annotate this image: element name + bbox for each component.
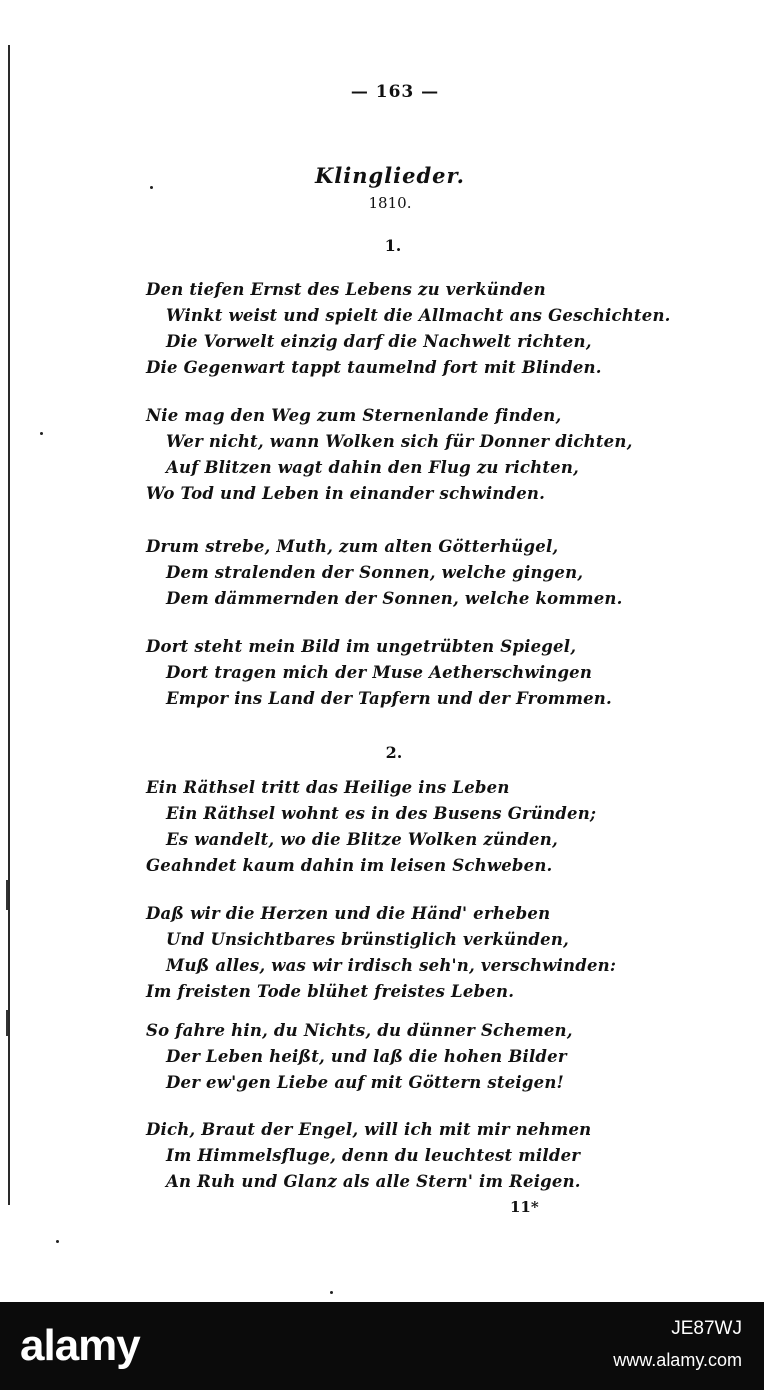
verse-line: Nie mag den Weg zum Sternenlande finden,	[146, 406, 562, 425]
stanza	[146, 901, 626, 1005]
stanza	[146, 403, 633, 507]
verse-line: So fahre hin, du Nichts, du dünner Schemen,	[146, 1021, 573, 1040]
print-speck	[150, 186, 153, 189]
verse-line: Die Gegenwart tappt taumelnd fort mit Blinden.	[146, 358, 602, 377]
verse-line: Dich, Braut der Engel, will ich mit mir nehmen	[146, 1120, 592, 1139]
verse-line: Dem stralenden der Sonnen, welche gingen,	[166, 563, 584, 582]
verse-line: Und Unsichtbares brünstiglich verkünden,	[166, 930, 569, 949]
print-speck	[330, 1291, 333, 1294]
alamy-logo: alamy	[20, 1321, 140, 1370]
verse-line: Im Himmelsfluge, denn du leuchtest milder	[166, 1146, 581, 1165]
verse-line: Der Leben heißt, und laß die hohen Bilder	[166, 1047, 567, 1066]
poem-cycle-title: Klinglieder.	[315, 163, 465, 188]
verse-line: Empor ins Land der Tapfern und der Frommen.	[166, 689, 612, 708]
sonnet-number: 1.	[384, 236, 402, 255]
verse-line: Ein Räthsel wohnt es in des Busens Gründen;	[166, 804, 597, 823]
verse-line: Die Vorwelt einzig darf die Nachwelt richten,	[166, 332, 592, 351]
page-number: — 163 —	[350, 82, 440, 102]
poem-year: 1810.	[368, 194, 412, 212]
stanza	[146, 1117, 626, 1195]
verse-line: Daß wir die Herzen und die Händ' erheben	[146, 904, 551, 923]
verse-line: Im freisten Tode blühet freistes Leben.	[146, 982, 515, 1001]
watermark-url: www.alamy.com	[613, 1350, 742, 1370]
print-speck	[40, 432, 43, 435]
page-edge-mark	[6, 1010, 8, 1036]
verse-line: Geahndet kaum dahin im leisen Schweben.	[146, 856, 553, 875]
verse-line: Muß alles, was wir irdisch seh'n, verschwinden:	[166, 956, 617, 975]
verse-line: Ein Räthsel tritt das Heilige ins Leben	[146, 778, 510, 797]
verse-line: Den tiefen Ernst des Lebens zu verkünden	[146, 280, 546, 299]
verse-line: Auf Blitzen wagt dahin den Flug zu richten,	[166, 458, 579, 477]
image-code: JE87WJ	[671, 1318, 742, 1339]
stanza	[146, 775, 626, 879]
verse-line: Drum strebe, Muth, zum alten Götterhügel,	[146, 537, 559, 556]
page-edge-line	[8, 45, 10, 1205]
verse-line: Wo Tod und Leben in einander schwinden.	[146, 484, 546, 503]
printer-signature: 11*	[510, 1198, 539, 1216]
stanza	[146, 277, 671, 381]
stanza	[146, 634, 626, 712]
stanza	[146, 534, 626, 612]
page-edge-mark	[6, 880, 8, 910]
verse-line: Dort steht mein Bild im ungetrübten Spiegel,	[146, 637, 577, 656]
verse-line: Wer nicht, wann Wolken sich für Donner dichten,	[166, 432, 633, 451]
verse-line: Dort tragen mich der Muse Aetherschwingen	[166, 663, 593, 682]
print-speck	[56, 1240, 59, 1243]
verse-line: Dem dämmernden der Sonnen, welche kommen.	[166, 589, 623, 608]
sonnet-number: 2.	[385, 743, 403, 762]
verse-line: Der ew'gen Liebe auf mit Göttern steigen!	[166, 1073, 564, 1092]
verse-line: An Ruh und Glanz als alle Stern' im Reigen.	[166, 1172, 581, 1191]
verse-line: Es wandelt, wo die Blitze Wolken zünden,	[166, 830, 558, 849]
stanza	[146, 1018, 626, 1096]
verse-line: Winkt weist und spielt die Allmacht ans Geschichten.	[166, 306, 671, 325]
